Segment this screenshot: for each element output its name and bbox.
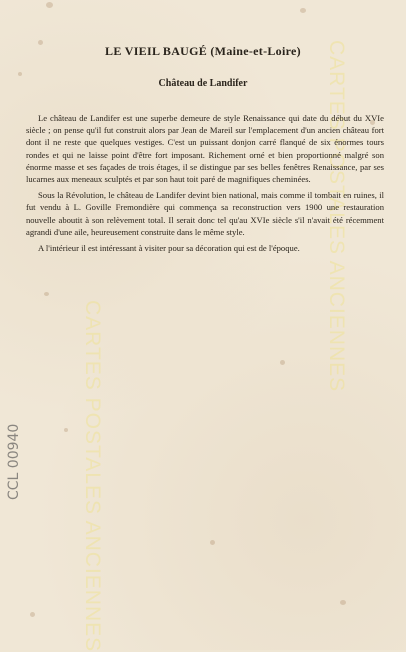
description-text bbox=[26, 112, 384, 258]
foxing-spot bbox=[340, 600, 346, 605]
paragraph: Sous la Révolution, le château de Landifer devint bien national, mais comme il tombait en ruines, il fut vendu à L. Goville Fremondière qui commença sa reconstruction vers 1900 une restauration nouvelle aboutit à son relèvement total. Il serait donc tel qu'au XVIe siècle s'il n'avait été récemment agrandi d'une aile, heureusement construite dans le même style. bbox=[26, 190, 384, 237]
page-title bbox=[0, 44, 406, 59]
foxing-spot bbox=[280, 360, 285, 365]
foxing-spot bbox=[300, 8, 306, 13]
foxing-spot bbox=[44, 292, 49, 296]
watermark-text: CARTES POSTALES ANCIENNES bbox=[81, 300, 104, 652]
foxing-spot bbox=[30, 612, 35, 617]
foxing-spot bbox=[18, 72, 22, 76]
foxing-spot bbox=[210, 540, 215, 545]
paragraph: A l'intérieur il est intéressant à visiter pour sa décoration qui est de l'époque. bbox=[38, 243, 300, 254]
paragraph: Le château de Landifer est une superbe demeure de style Renaissance qui date du début du XVIe siècle ; on pense qu'il fut construit alors par Jean de Mareil sur l'emplacement d'un ancien château fort dont il ne reste que quelques vestiges. C'est un puissant donjon carré flanqué de six énormes tours rondes et qui ne laisse point d'être fort imposant. Richement orné et bien proportionné malgré son énorme masse et ses façades de trois étages, il se distingue par ses belles fenêtres Renaissance, par ses lucarnes aux meneaux sculptés et par son haut toit paré de magnifiques cheminées. bbox=[26, 113, 384, 185]
title-region: (Maine-et-Loire) bbox=[210, 44, 301, 58]
foxing-spot bbox=[64, 428, 68, 432]
watermark-text: CARTES POSTALES ANCIENNES bbox=[325, 40, 348, 393]
title-main: LE VIEIL BAUGÉ bbox=[105, 44, 208, 58]
page-subtitle: Château de Landifer bbox=[158, 78, 248, 89]
pencil-inventory-note: CCL 00940 bbox=[6, 423, 22, 500]
foxing-spot bbox=[46, 2, 53, 8]
